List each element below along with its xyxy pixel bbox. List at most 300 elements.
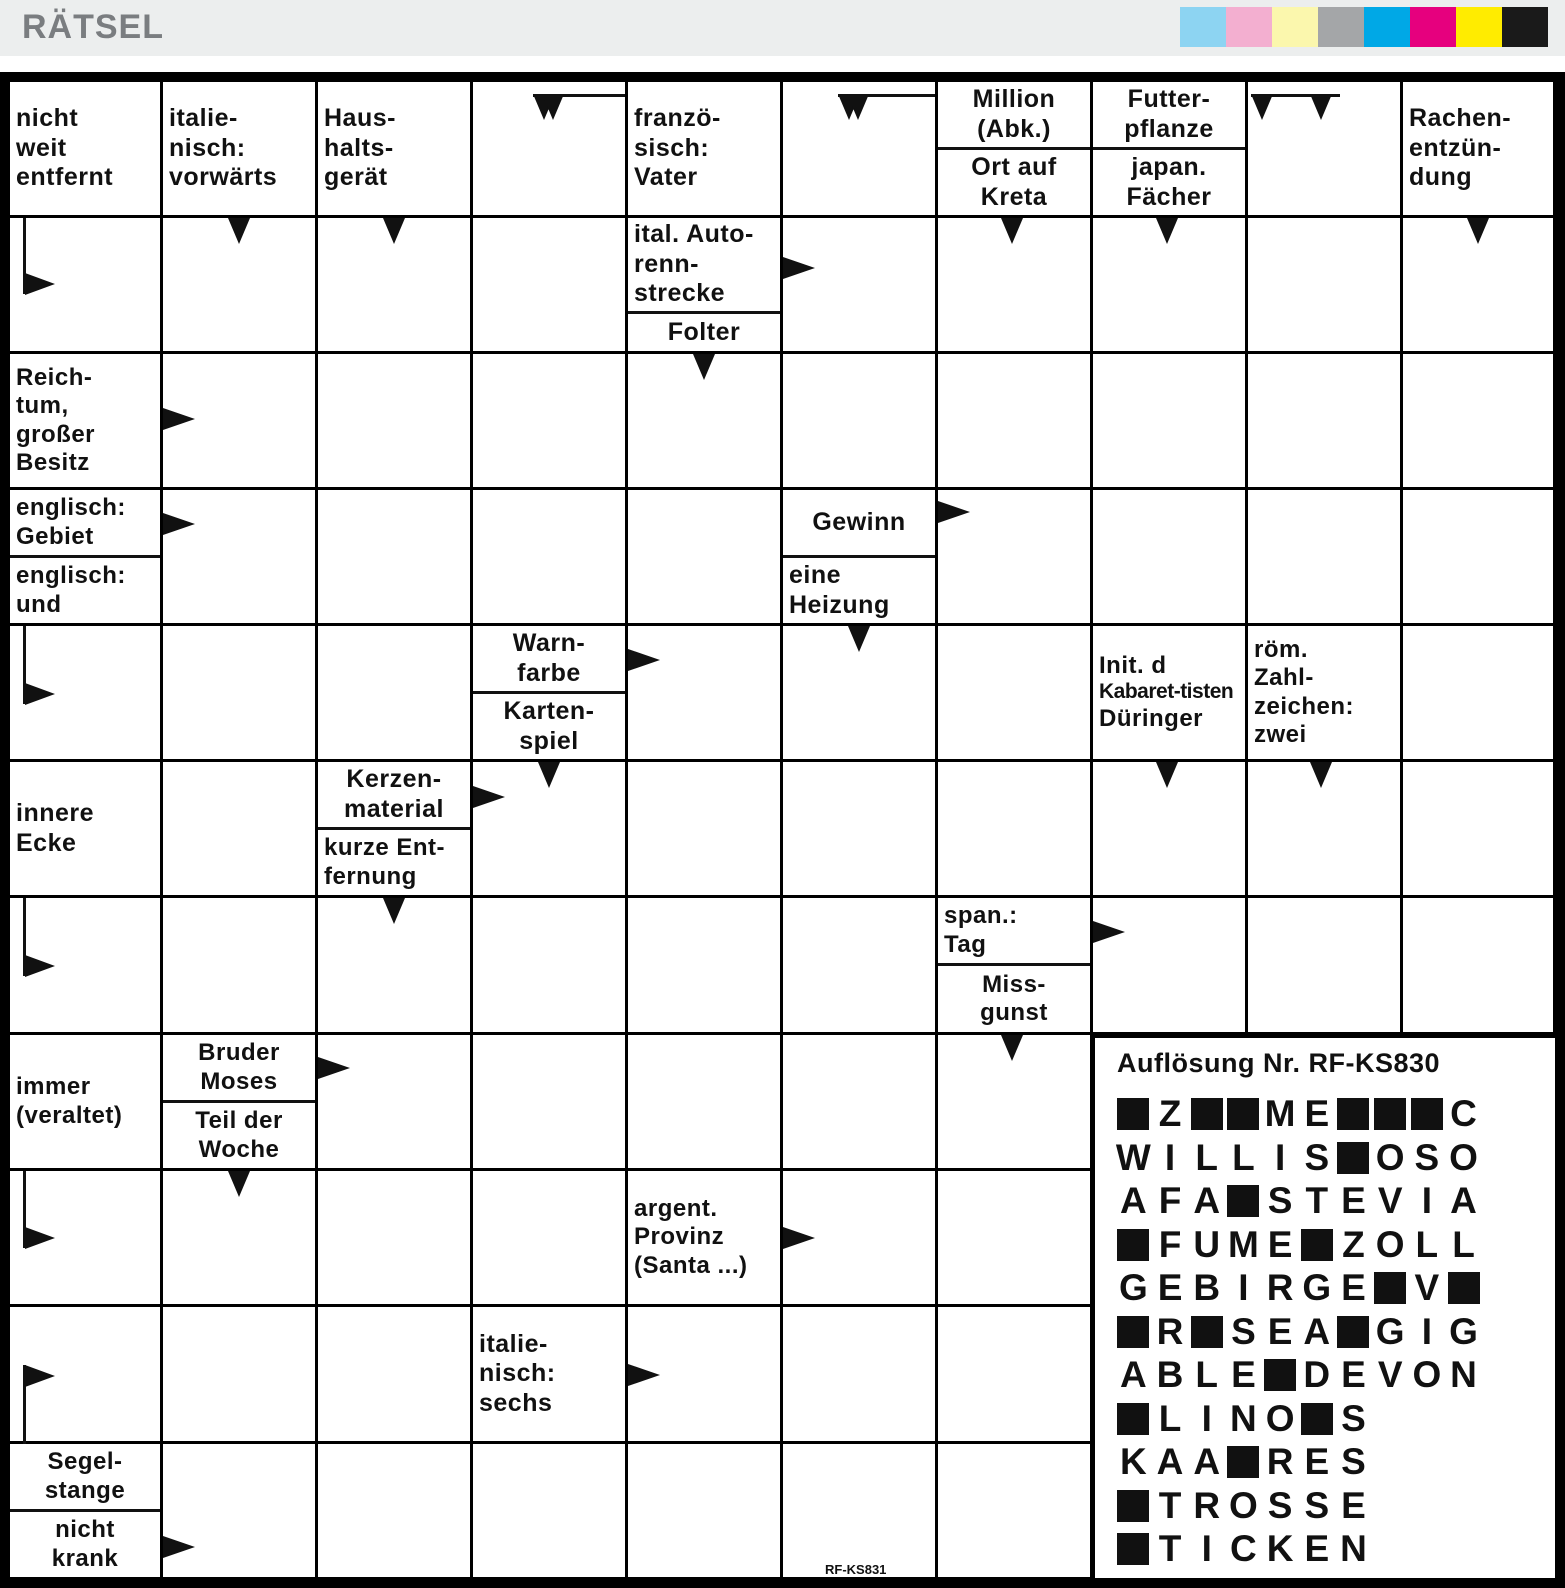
- solution-letter: M: [1227, 1223, 1259, 1265]
- clue-text: immer: [16, 1073, 91, 1101]
- arrow-down-icon: [1001, 1035, 1023, 1061]
- answer-cell[interactable]: [163, 626, 315, 759]
- answer-cell[interactable]: [938, 1444, 1090, 1577]
- solution-row: [1115, 1355, 1482, 1397]
- solution-letter: A: [1119, 1354, 1147, 1395]
- arrow-down-icon: [847, 94, 869, 120]
- solution-block: [1225, 1094, 1262, 1134]
- clue-text: span.:: [944, 902, 1018, 930]
- solution-block: [1372, 1268, 1409, 1308]
- clue-text: Init. d: [1099, 651, 1167, 679]
- clue-text: (veraltet): [16, 1101, 123, 1129]
- solution-letter: L: [1452, 1223, 1475, 1265]
- answer-cell[interactable]: [1093, 898, 1245, 1032]
- solution-row: [1115, 1094, 1482, 1136]
- solution-letter: E: [1267, 1223, 1293, 1265]
- solution-block: [1115, 1225, 1152, 1265]
- solution-letter: E: [1341, 1484, 1366, 1526]
- clue-text: Heizung: [789, 590, 890, 619]
- arrow-down-icon: [1310, 94, 1332, 120]
- solution-row: [1115, 1138, 1482, 1180]
- clue-cell: [10, 762, 160, 895]
- clue-text: sechs: [479, 1388, 553, 1417]
- clue-cell: [318, 82, 470, 215]
- solution-letter: Z: [1158, 1093, 1182, 1134]
- solution-letter: I: [1201, 1397, 1212, 1439]
- clue-cell: [163, 82, 315, 215]
- answer-cell[interactable]: [783, 354, 935, 487]
- solution-block: [1335, 1312, 1372, 1352]
- solution-letter: R: [1193, 1484, 1221, 1526]
- clue-cell: [1093, 150, 1245, 215]
- puzzle-code: RF-KS831: [825, 1562, 887, 1577]
- answer-cell[interactable]: [938, 354, 1090, 487]
- clue-text: Besitz: [16, 448, 90, 476]
- clue-text: italie-: [169, 104, 238, 133]
- clue-text: Woche: [198, 1135, 280, 1163]
- clue-cell: [473, 694, 625, 759]
- clue-text: renn-: [634, 249, 699, 278]
- arrow-right-icon: [163, 1536, 195, 1558]
- clue-text: krank: [51, 1544, 119, 1572]
- answer-cell[interactable]: [1248, 218, 1400, 351]
- clue-cell: [938, 898, 1090, 963]
- solution-letter: T: [1305, 1180, 1329, 1221]
- solution-letter: I: [1201, 1528, 1212, 1569]
- clue-text: entzün-: [1409, 133, 1502, 162]
- arrow-right-icon: [628, 649, 660, 671]
- clue-cell: [628, 1171, 780, 1304]
- answer-cell[interactable]: [1093, 490, 1245, 623]
- bent-arrow-icon: [23, 1171, 63, 1250]
- solution-row: [1115, 1529, 1372, 1571]
- clue-cell: [628, 218, 780, 311]
- clue-text: sisch:: [634, 133, 710, 162]
- answer-cell[interactable]: [473, 1035, 625, 1168]
- solution-letter: C: [1450, 1093, 1477, 1134]
- clue-text: tum,: [16, 392, 69, 420]
- arrow-down-icon: [228, 1171, 250, 1197]
- answer-cell[interactable]: [1403, 354, 1553, 487]
- bent-arrow-icon: [23, 898, 63, 978]
- solution-letter: O: [1375, 1223, 1405, 1265]
- clue-text: Kreta: [980, 182, 1048, 211]
- answer-cell[interactable]: [628, 1035, 780, 1168]
- page-title: RÄTSEL: [22, 8, 164, 46]
- clue-text: Reich-: [16, 363, 93, 391]
- solution-letter: G: [1375, 1310, 1405, 1352]
- solution-letter: R: [1266, 1441, 1294, 1482]
- clue-cell: [10, 558, 160, 623]
- clue-text: Bruder: [198, 1039, 280, 1067]
- solution-letter: I: [1274, 1136, 1286, 1178]
- arrow-down-icon: [848, 626, 870, 652]
- clue-cell: [473, 626, 625, 691]
- solution-letter: I: [1238, 1267, 1249, 1308]
- solution-block: [1115, 1486, 1152, 1526]
- arrow-down-icon: [383, 218, 405, 244]
- clue-text: Gewinn: [812, 507, 906, 536]
- arrow-down-icon: [693, 354, 715, 380]
- clue-text: Kabaret-tisten: [1099, 680, 1234, 704]
- clue-cell: [163, 1035, 315, 1100]
- solution-letter: E: [1341, 1267, 1366, 1308]
- clue-text: Zahl-: [1254, 664, 1314, 692]
- clue-text: gerät: [324, 163, 388, 192]
- answer-cell[interactable]: [1403, 898, 1553, 1032]
- clue-cell: [1248, 626, 1400, 759]
- clue-text: Ort auf: [971, 153, 1057, 181]
- clue-text: nicht: [55, 1516, 115, 1544]
- arrow-right-icon: [318, 1057, 350, 1079]
- solution-letter: S: [1267, 1180, 1293, 1221]
- clue-text: ital. Auto-: [634, 220, 754, 249]
- solution-letter: T: [1158, 1484, 1182, 1526]
- solution-letter: C: [1230, 1528, 1257, 1569]
- clue-text: strecke: [634, 279, 726, 308]
- clue-text: englisch:: [16, 494, 126, 522]
- clue-text: italie-: [479, 1329, 548, 1358]
- clue-text: Gebiet: [16, 522, 94, 550]
- answer-cell[interactable]: [783, 762, 935, 895]
- solution-letter: E: [1341, 1354, 1366, 1395]
- clue-text: Moses: [200, 1067, 278, 1095]
- solution-letter: O: [1375, 1136, 1405, 1178]
- clue-text: (Santa ...): [634, 1251, 748, 1279]
- answer-cell[interactable]: [628, 1444, 780, 1577]
- clue-text: Folter: [667, 317, 741, 346]
- solution-row: [1115, 1225, 1482, 1267]
- clue-text: zwei: [1254, 720, 1307, 748]
- solution-block: [1225, 1181, 1262, 1221]
- answer-cell[interactable]: [473, 898, 625, 1032]
- clue-cell: [318, 762, 470, 827]
- answer-cell[interactable]: [938, 762, 1090, 895]
- solution-letter: K: [1119, 1441, 1147, 1482]
- solution-block: [1115, 1094, 1152, 1134]
- solution-letter: V: [1414, 1267, 1440, 1308]
- solution-title: Auflösung Nr. RF-KS830: [1117, 1048, 1441, 1078]
- answer-cell[interactable]: [163, 490, 315, 623]
- arrow-down-icon: [228, 218, 250, 244]
- clue-text: argent.: [634, 1195, 718, 1223]
- answer-cell[interactable]: [473, 1171, 625, 1304]
- answer-cell[interactable]: [163, 1307, 315, 1441]
- solution-letter: N: [1450, 1354, 1477, 1395]
- arrow-down-icon: [542, 94, 564, 120]
- solution-letter: A: [1450, 1180, 1477, 1221]
- solution-letter: L: [1195, 1354, 1219, 1395]
- bent-arrow-icon: [23, 1365, 63, 1444]
- clue-text: gunst: [980, 999, 1048, 1026]
- clue-cell: [628, 314, 780, 351]
- solution-letter: I: [1421, 1310, 1432, 1352]
- solution-letter: L: [1195, 1136, 1219, 1178]
- solution-letter: T: [1158, 1528, 1182, 1569]
- clue-cell: [10, 490, 160, 555]
- clue-cell: [938, 150, 1090, 215]
- clue-text: Rachen-: [1409, 104, 1512, 133]
- clue-text: japan.: [1131, 153, 1207, 181]
- answer-cell[interactable]: [628, 490, 780, 623]
- clue-text: material: [344, 794, 444, 823]
- solution-block: [1262, 1355, 1299, 1395]
- answer-cell[interactable]: [318, 1307, 470, 1441]
- solution-letter: V: [1377, 1180, 1403, 1221]
- solution-letter: D: [1303, 1354, 1331, 1395]
- clue-text: und: [16, 590, 62, 618]
- arrow-down-icon: [1467, 218, 1489, 244]
- answer-cell[interactable]: [938, 626, 1090, 759]
- solution-letter: L: [1158, 1397, 1182, 1439]
- answer-cell[interactable]: [783, 1444, 935, 1577]
- answer-cell[interactable]: [318, 490, 470, 623]
- solution-letter: I: [1164, 1136, 1176, 1178]
- solution-letter: S: [1231, 1310, 1256, 1352]
- arrow-right-icon: [473, 786, 505, 808]
- answer-cell[interactable]: [938, 1171, 1090, 1304]
- solution-letter: B: [1156, 1354, 1184, 1395]
- clue-text: englisch:: [16, 562, 126, 590]
- answer-cell[interactable]: [1248, 898, 1400, 1032]
- solution-block: [1188, 1094, 1225, 1134]
- clue-text: Teil der: [195, 1107, 283, 1135]
- clue-text: Fächer: [1126, 182, 1212, 211]
- answer-cell[interactable]: [938, 1307, 1090, 1441]
- clue-cell: [1093, 626, 1245, 759]
- answer-cell[interactable]: [1248, 490, 1400, 623]
- solution-letter: R: [1156, 1310, 1184, 1352]
- clue-text: Vater: [634, 163, 698, 192]
- solution-letter: U: [1193, 1223, 1221, 1265]
- clue-text: eine: [789, 561, 842, 589]
- arrow-right-icon: [628, 1364, 660, 1386]
- solution-row: [1115, 1268, 1482, 1310]
- answer-cell[interactable]: [163, 762, 315, 895]
- answer-cell[interactable]: [473, 354, 625, 487]
- solution-letter: O: [1412, 1354, 1442, 1395]
- clue-cell: [628, 82, 780, 215]
- clue-text: halts-: [324, 133, 394, 162]
- answer-cell[interactable]: [318, 626, 470, 759]
- solution-letter: W: [1115, 1136, 1151, 1178]
- clue-text: nisch:: [479, 1359, 556, 1388]
- solution-block: [1298, 1399, 1335, 1439]
- arrow-down-icon: [538, 762, 560, 788]
- solution-letter: K: [1266, 1528, 1294, 1569]
- arrow-right-icon: [783, 1227, 815, 1249]
- answer-cell[interactable]: [1403, 762, 1553, 895]
- answer-cell[interactable]: [1403, 626, 1553, 759]
- solution-block: [1335, 1094, 1372, 1134]
- clue-cell: [938, 82, 1090, 147]
- clue-text: farbe: [517, 658, 581, 687]
- solution-letter: G: [1302, 1267, 1332, 1308]
- solution-block: [1115, 1399, 1152, 1439]
- solution-letter: F: [1158, 1223, 1182, 1265]
- solution-letter: E: [1267, 1310, 1293, 1352]
- clue-text: röm.: [1254, 635, 1309, 663]
- arrow-down-icon: [1310, 762, 1332, 788]
- solution-letter: O: [1265, 1397, 1295, 1439]
- solution-row: [1115, 1399, 1372, 1441]
- solution-letter: E: [1157, 1267, 1183, 1308]
- arrow-right-icon: [163, 408, 195, 430]
- solution-letter: S: [1341, 1397, 1366, 1439]
- clue-text: großer: [16, 420, 96, 448]
- solution-letter: E: [1341, 1180, 1366, 1221]
- clue-text: Haus-: [324, 104, 396, 133]
- answer-cell[interactable]: [318, 1035, 470, 1168]
- clue-text: kurze Ent-: [324, 834, 446, 862]
- solution-letter: G: [1118, 1267, 1148, 1308]
- solution-letter: I: [1421, 1180, 1432, 1221]
- solution-letter: Z: [1342, 1223, 1365, 1265]
- answer-cell[interactable]: [783, 218, 935, 351]
- clue-cell: [10, 1512, 160, 1577]
- solution-letter: A: [1193, 1441, 1221, 1482]
- answer-cell[interactable]: [318, 354, 470, 487]
- solution-letter: S: [1414, 1136, 1440, 1178]
- solution-block: [1335, 1138, 1372, 1178]
- solution-letter: L: [1415, 1223, 1439, 1265]
- clue-text: Futter-: [1127, 85, 1211, 113]
- answer-cell[interactable]: [473, 490, 625, 623]
- solution-letter: A: [1119, 1180, 1147, 1221]
- solution-block: [1115, 1312, 1152, 1352]
- solution-letter: A: [1193, 1180, 1221, 1221]
- solution-row: [1115, 1442, 1372, 1484]
- clue-text: nisch:: [169, 133, 246, 162]
- answer-cell[interactable]: [783, 1035, 935, 1168]
- clue-text: weit: [16, 133, 67, 162]
- bent-arrow-icon: [23, 626, 63, 706]
- answer-cell[interactable]: [1248, 354, 1400, 487]
- solution-letter: R: [1266, 1267, 1294, 1308]
- clue-text: Provinz: [634, 1223, 725, 1251]
- solution-letter: S: [1304, 1136, 1330, 1178]
- solution-letter: F: [1158, 1180, 1182, 1221]
- solution-letter: M: [1264, 1093, 1296, 1134]
- clue-text: stange: [44, 1476, 126, 1504]
- clue-text: Ecke: [16, 828, 77, 857]
- clue-cell: [1403, 82, 1553, 215]
- arrow-down-icon: [383, 898, 405, 924]
- solution-letter: S: [1304, 1484, 1330, 1526]
- answer-cell[interactable]: [1093, 354, 1245, 487]
- answer-cell[interactable]: [783, 898, 935, 1032]
- arrow-down-icon: [1156, 218, 1178, 244]
- solution-letter: B: [1193, 1267, 1221, 1308]
- clue-cell: [938, 966, 1090, 1032]
- clue-text: Segel-: [47, 1448, 123, 1476]
- clue-text: Miss-: [982, 970, 1046, 998]
- solution-letter: N: [1340, 1528, 1367, 1569]
- arrow-down-icon: [1156, 762, 1178, 788]
- answer-cell[interactable]: [783, 1307, 935, 1441]
- answer-cell[interactable]: [318, 1444, 470, 1577]
- solution-letter: E: [1304, 1528, 1330, 1569]
- solution-letter: O: [1449, 1136, 1478, 1178]
- solution-panel: [1095, 1038, 1555, 1578]
- answer-cell[interactable]: [318, 1171, 470, 1304]
- clue-cell: [783, 490, 935, 555]
- solution-row: [1115, 1312, 1482, 1354]
- clue-text: Warn-: [512, 629, 586, 657]
- clue-text: dung: [1409, 163, 1473, 192]
- clue-text: entfernt: [16, 163, 114, 192]
- arrow-down-icon: [1001, 218, 1023, 244]
- solution-row: [1115, 1486, 1372, 1528]
- answer-cell[interactable]: [628, 762, 780, 895]
- solution-letter: G: [1449, 1310, 1478, 1352]
- clue-text: (Abk.): [977, 114, 1051, 143]
- solution-block: [1115, 1529, 1152, 1569]
- solution-letter: S: [1341, 1441, 1366, 1482]
- solution-block: [1409, 1094, 1446, 1134]
- clue-text: innere: [16, 799, 95, 827]
- clue-text: pflanze: [1124, 114, 1214, 143]
- clue-text: vorwärts: [169, 163, 278, 192]
- clue-cell: [318, 830, 470, 895]
- clue-text: nicht: [16, 104, 79, 133]
- clue-cell: [10, 82, 160, 215]
- solution-letter: O: [1229, 1484, 1258, 1526]
- arrow-right-icon: [163, 513, 195, 535]
- bent-arrow-icon: [23, 218, 63, 296]
- solution-block: [1298, 1225, 1335, 1265]
- solution-letter: E: [1304, 1093, 1330, 1134]
- solution-letter: V: [1377, 1354, 1403, 1395]
- clue-text: Karten-: [503, 697, 595, 725]
- clue-text: Tag: [944, 930, 987, 958]
- solution-block: [1188, 1312, 1225, 1352]
- clue-cell: [1093, 82, 1245, 147]
- clue-text: Million: [972, 85, 1056, 113]
- clue-cell: [10, 1035, 160, 1168]
- solution-letter: E: [1231, 1354, 1256, 1395]
- clue-text: zeichen:: [1254, 692, 1355, 720]
- answer-cell[interactable]: [628, 898, 780, 1032]
- clue-cell: [10, 354, 160, 487]
- solution-block: [1372, 1094, 1409, 1134]
- solution-letter: L: [1232, 1136, 1255, 1178]
- clue-text: Kerzen-: [346, 765, 442, 793]
- arrow-right-icon: [783, 257, 815, 279]
- solution-letter: A: [1303, 1310, 1331, 1352]
- solution-letter: N: [1230, 1397, 1257, 1439]
- clue-cell: [783, 558, 935, 623]
- clue-cell: [10, 1444, 160, 1509]
- solution-block: [1445, 1268, 1482, 1308]
- clue-text: spiel: [519, 726, 579, 755]
- answer-cell[interactable]: [163, 898, 315, 1032]
- clue-text: Düringer: [1099, 704, 1204, 732]
- clue-cell: [473, 1307, 625, 1441]
- solution-letter: S: [1267, 1484, 1293, 1526]
- solution-row: [1115, 1181, 1482, 1223]
- answer-cell[interactable]: [1403, 490, 1553, 623]
- answer-cell[interactable]: [473, 218, 625, 351]
- solution-letter: A: [1156, 1441, 1184, 1482]
- arrow-right-icon: [1093, 921, 1125, 943]
- clue-text: fernung: [324, 862, 417, 890]
- clue-text: franzö-: [634, 104, 721, 133]
- answer-cell[interactable]: [473, 1444, 625, 1577]
- answer-cell[interactable]: [628, 626, 780, 759]
- solution-block: [1225, 1442, 1262, 1482]
- clue-cell: [163, 1103, 315, 1168]
